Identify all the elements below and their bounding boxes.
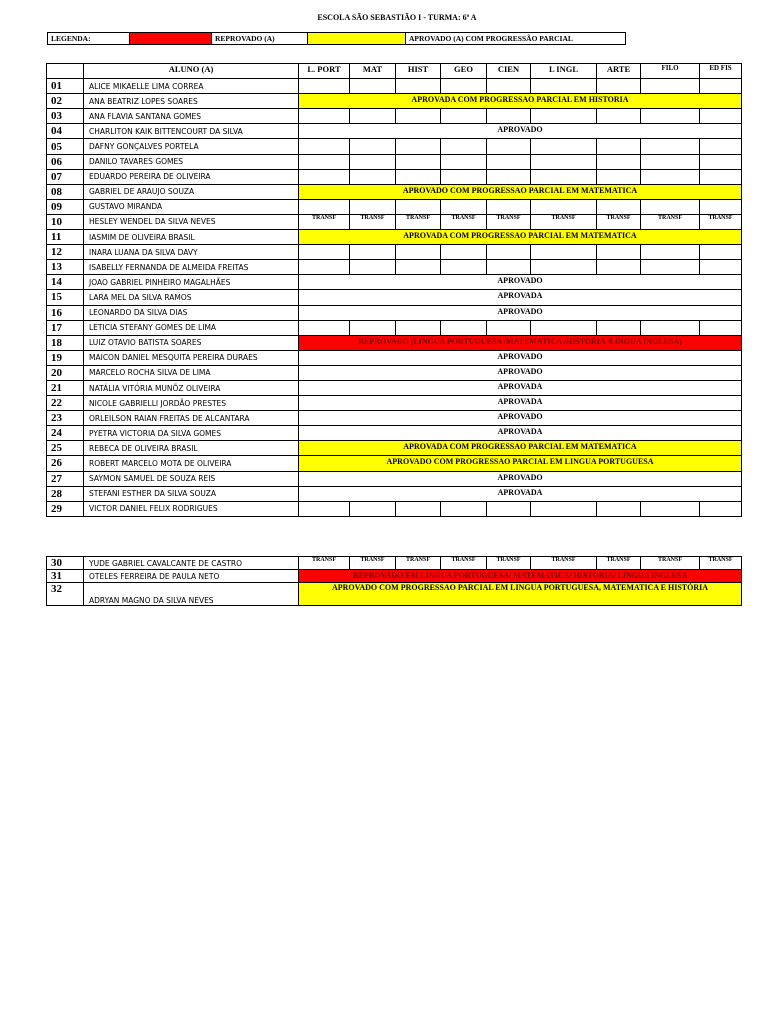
- transf-cell: TRANSF: [350, 214, 396, 229]
- grade-cell: [350, 109, 396, 124]
- student-number: 12: [47, 245, 84, 260]
- table-row: [47, 139, 742, 154]
- table-row: [47, 320, 742, 335]
- grade-cell: [597, 199, 641, 214]
- status-cell: REPROVADO (LINGUA PORTUGUESA /MATEMATICA /HISTORIA /LINGUA INGLESA): [299, 335, 742, 350]
- header-number-cell: [47, 64, 84, 79]
- student-number: 27: [47, 471, 84, 486]
- student-number: 31: [47, 570, 84, 583]
- grade-cell: [531, 169, 597, 184]
- grade-cell: [441, 79, 487, 94]
- status-cell: APROVADO: [299, 411, 742, 426]
- grade-cell: [396, 501, 441, 516]
- grade-cell: [441, 169, 487, 184]
- transf-cell: TRANSF: [487, 214, 531, 229]
- status-cell: APROVADO: [299, 365, 742, 380]
- table-row: [47, 124, 742, 139]
- student-number: 02: [47, 94, 84, 109]
- student-name: ANA FLAVIA SANTANA GOMES: [84, 109, 299, 124]
- grade-cell: [396, 260, 441, 275]
- legend-red-swatch: [130, 33, 212, 45]
- table-row: [47, 570, 742, 583]
- grade-cell: [531, 320, 597, 335]
- grade-cell: [531, 139, 597, 154]
- grade-cell: [299, 169, 350, 184]
- student-number: 10: [47, 214, 84, 229]
- header-subject: FILO: [641, 64, 700, 79]
- grade-cell: [299, 199, 350, 214]
- student-name: LETICIA STEFANY GOMES DE LIMA: [84, 320, 299, 335]
- grade-cell: [487, 320, 531, 335]
- student-name: ROBERT MARCELO MOTA DE OLIVEIRA: [84, 456, 299, 471]
- table-row: [47, 184, 742, 199]
- student-number: 19: [47, 350, 84, 365]
- grade-cell: [700, 501, 742, 516]
- grade-cell: [487, 79, 531, 94]
- grades-table-extra: [46, 556, 742, 606]
- grade-cell: [487, 169, 531, 184]
- grade-cell: [299, 139, 350, 154]
- student-name: REBECA DE OLIVEIRA BRASIL: [84, 441, 299, 456]
- grade-cell: [299, 501, 350, 516]
- student-name: LUIZ OTAVIO BATISTA SOARES: [84, 335, 299, 350]
- grade-cell: [350, 139, 396, 154]
- grade-cell: [441, 199, 487, 214]
- grade-cell: [597, 109, 641, 124]
- table-row: [47, 275, 742, 290]
- student-number: 16: [47, 305, 84, 320]
- grade-cell: [350, 199, 396, 214]
- status-cell: REPROVADO EM LINGUA PORTUGUESA/ MATEMATICA/ HISTORIA/ LINGUA INGLESA: [299, 570, 742, 583]
- student-number: 32: [47, 583, 84, 606]
- student-name: ORLEILSON RAIAN FREITAS DE ALCANTARA: [84, 411, 299, 426]
- grade-cell: [700, 109, 742, 124]
- grade-cell: [531, 260, 597, 275]
- grade-cell: [350, 245, 396, 260]
- grade-cell: [641, 320, 700, 335]
- header-subject: ARTE: [597, 64, 641, 79]
- grade-cell: [487, 245, 531, 260]
- transf-cell: TRANSF: [700, 214, 742, 229]
- header-subject: CIEN: [487, 64, 531, 79]
- table-row: [47, 486, 742, 501]
- grade-cell: [700, 260, 742, 275]
- grade-cell: [396, 139, 441, 154]
- table-header-row: [47, 64, 742, 79]
- table-row: [47, 557, 742, 570]
- student-name: JOAO GABRIEL PINHEIRO MAGALHÃES: [84, 275, 299, 290]
- header-subject: GEO: [441, 64, 487, 79]
- table-row: [47, 456, 742, 471]
- status-cell: APROVADA: [299, 396, 742, 411]
- grade-cell: [641, 501, 700, 516]
- grade-cell: [531, 199, 597, 214]
- status-cell: APROVADA: [299, 290, 742, 305]
- table-row: [47, 583, 742, 606]
- student-name: VICTOR DANIEL FELIX RODRIGUES: [84, 501, 299, 516]
- table-row: [47, 79, 742, 94]
- grade-cell: [700, 154, 742, 169]
- student-name: MARCELO ROCHA SILVA DE LIMA: [84, 365, 299, 380]
- grade-cell: [597, 154, 641, 169]
- student-number: 29: [47, 501, 84, 516]
- student-number: 04: [47, 124, 84, 139]
- grade-cell: [350, 260, 396, 275]
- status-cell: APROVADO: [299, 275, 742, 290]
- grade-cell: [441, 245, 487, 260]
- transf-cell: TRANSF: [350, 557, 396, 570]
- grade-cell: [641, 245, 700, 260]
- grade-cell: [441, 139, 487, 154]
- student-name: DAFNY GONÇALVES PORTELA: [84, 139, 299, 154]
- grade-cell: [700, 245, 742, 260]
- status-cell: APROVADO: [299, 124, 742, 139]
- student-name: GUSTAVO MIRANDA: [84, 199, 299, 214]
- student-name: YUDE GABRIEL CAVALCANTE DE CASTRO: [84, 557, 299, 570]
- grade-cell: [299, 320, 350, 335]
- student-number: 07: [47, 169, 84, 184]
- transf-cell: TRANSF: [531, 557, 597, 570]
- grade-cell: [641, 79, 700, 94]
- table-row: [47, 290, 742, 305]
- grade-cell: [641, 154, 700, 169]
- table-row: [47, 199, 742, 214]
- table-row: [47, 441, 742, 456]
- status-cell: APROVADO: [299, 471, 742, 486]
- grade-cell: [350, 79, 396, 94]
- grade-cell: [641, 169, 700, 184]
- header-subject: MAT: [350, 64, 396, 79]
- grade-cell: [700, 320, 742, 335]
- grade-cell: [350, 501, 396, 516]
- student-number: 15: [47, 290, 84, 305]
- grade-cell: [396, 154, 441, 169]
- student-name: MAICON DANIEL MESQUITA PEREIRA DURAES: [84, 350, 299, 365]
- student-number: 25: [47, 441, 84, 456]
- student-name: ADRYAN MAGNO DA SILVA NEVES: [84, 583, 299, 606]
- transf-cell: TRANSF: [441, 214, 487, 229]
- transf-cell: TRANSF: [396, 214, 441, 229]
- student-name: NATÁLIA VITÓRIA MUNÕZ OLIVEIRA: [84, 380, 299, 395]
- student-number: 14: [47, 275, 84, 290]
- transf-cell: TRANSF: [487, 557, 531, 570]
- grade-cell: [487, 139, 531, 154]
- student-number: 03: [47, 109, 84, 124]
- student-name: PYETRA VICTORIA DA SILVA GOMES: [84, 426, 299, 441]
- table-row: [47, 260, 742, 275]
- grade-cell: [597, 79, 641, 94]
- student-name: CHARLITON KAIK BITTENCOURT DA SILVA: [84, 124, 299, 139]
- student-number: 21: [47, 380, 84, 395]
- grade-cell: [396, 169, 441, 184]
- student-number: 11: [47, 230, 84, 245]
- student-number: 24: [47, 426, 84, 441]
- student-name: IASMIM DE OLIVEIRA BRASIL: [84, 230, 299, 245]
- table-row: [47, 365, 742, 380]
- student-number: 30: [47, 557, 84, 570]
- student-name: EDUARDO PEREIRA DE OLIVEIRA: [84, 169, 299, 184]
- student-number: 09: [47, 199, 84, 214]
- grade-cell: [299, 79, 350, 94]
- table-row: [47, 214, 742, 229]
- status-cell: APROVADA: [299, 426, 742, 441]
- student-name: ALICE MIKAELLE LIMA CORREA: [84, 79, 299, 94]
- legend-label: LEGENDA:: [48, 33, 130, 45]
- table-row: [47, 245, 742, 260]
- grade-cell: [487, 260, 531, 275]
- grade-cell: [597, 245, 641, 260]
- header-subject: L. PORT: [299, 64, 350, 79]
- transf-cell: TRANSF: [531, 214, 597, 229]
- status-cell: APROVADO: [299, 350, 742, 365]
- grade-cell: [597, 320, 641, 335]
- grade-cell: [299, 245, 350, 260]
- student-name: HESLEY WENDEL DA SILVA NEVES: [84, 214, 299, 229]
- transf-cell: TRANSF: [396, 557, 441, 570]
- grade-cell: [441, 154, 487, 169]
- student-name: GABRIEL DE ARAUJO SOUZA: [84, 184, 299, 199]
- table-row: [47, 109, 742, 124]
- grade-cell: [597, 169, 641, 184]
- student-name: ISABELLY FERNANDA DE ALMEIDA FREITAS: [84, 260, 299, 275]
- grade-cell: [441, 501, 487, 516]
- table-row: [47, 350, 742, 365]
- grade-cell: [531, 245, 597, 260]
- grade-cell: [396, 109, 441, 124]
- grade-cell: [396, 199, 441, 214]
- grade-cell: [487, 154, 531, 169]
- student-number: 08: [47, 184, 84, 199]
- student-number: 13: [47, 260, 84, 275]
- student-name: OTELES FERREIRA DE PAULA NETO: [84, 570, 299, 583]
- table-row: [47, 230, 742, 245]
- grade-cell: [641, 199, 700, 214]
- table-row: [47, 154, 742, 169]
- header-subject: L INGL: [531, 64, 597, 79]
- grade-cell: [597, 260, 641, 275]
- grade-cell: [487, 199, 531, 214]
- status-cell: APROVADA: [299, 380, 742, 395]
- student-number: 20: [47, 365, 84, 380]
- grade-cell: [531, 109, 597, 124]
- grade-cell: [700, 169, 742, 184]
- grade-cell: [396, 79, 441, 94]
- table-row: [47, 411, 742, 426]
- student-number: 23: [47, 411, 84, 426]
- table-row: [47, 380, 742, 395]
- grade-cell: [597, 139, 641, 154]
- table-row: [47, 426, 742, 441]
- legend-aprovado-parcial-label: APROVADO (A) COM PROGRESSÃO PARCIAL: [406, 33, 626, 45]
- grade-cell: [531, 154, 597, 169]
- grade-cell: [441, 109, 487, 124]
- header-aluno: ALUNO (A): [84, 64, 299, 79]
- table-row: [47, 305, 742, 320]
- status-cell: APROVADA COM PROGRESSAO PARCIAL EM MATEMATICA: [299, 230, 742, 245]
- grade-cell: [700, 79, 742, 94]
- transf-cell: TRANSF: [641, 557, 700, 570]
- transf-cell: TRANSF: [597, 214, 641, 229]
- table-row: [47, 94, 742, 109]
- status-cell: APROVADO COM PROGRESSAO PARCIAL EM LINGUA PORTUGUESA: [299, 456, 742, 471]
- grade-cell: [487, 501, 531, 516]
- student-name: ANA BEATRIZ LOPES SOARES: [84, 94, 299, 109]
- student-name: LARA MEL DA SILVA RAMOS: [84, 290, 299, 305]
- grade-cell: [396, 245, 441, 260]
- grade-cell: [396, 320, 441, 335]
- legend-reprovado-label: REPROVADO (A): [212, 33, 308, 45]
- status-cell: APROVADO: [299, 305, 742, 320]
- grade-cell: [299, 154, 350, 169]
- header-subject: ED FIS: [700, 64, 742, 79]
- transf-cell: TRANSF: [597, 557, 641, 570]
- table-row: [47, 335, 742, 350]
- legend-yellow-swatch: [308, 33, 406, 45]
- grades-table: [46, 63, 742, 517]
- student-number: 06: [47, 154, 84, 169]
- transf-cell: TRANSF: [441, 557, 487, 570]
- student-number: 22: [47, 396, 84, 411]
- student-name: INARA LUANA DA SILVA DAVY: [84, 245, 299, 260]
- student-name: LEONARDO DA SILVA DIAS: [84, 305, 299, 320]
- page-title: ESCOLA SÃO SEBASTIÃO I - TURMA: 6º A: [317, 13, 477, 22]
- status-cell: APROVADA COM PROGRESSAO PARCIAL EM MATEMATICA: [299, 441, 742, 456]
- student-name: DANILO TAVARES GOMES: [84, 154, 299, 169]
- grade-cell: [641, 109, 700, 124]
- grade-cell: [700, 199, 742, 214]
- student-name: SAYMON SAMUEL DE SOUZA REIS: [84, 471, 299, 486]
- legend-table: [47, 32, 626, 45]
- student-number: 18: [47, 335, 84, 350]
- grade-cell: [641, 139, 700, 154]
- table-row: [47, 396, 742, 411]
- grade-cell: [350, 154, 396, 169]
- grade-cell: [299, 109, 350, 124]
- grade-cell: [441, 320, 487, 335]
- status-cell: APROVADO COM PROGRESSAO PARCIAL EM LINGUA PORTUGUESA, MATEMATICA E HISTÓRIA: [299, 583, 742, 606]
- student-number: 05: [47, 139, 84, 154]
- grade-cell: [299, 260, 350, 275]
- status-cell: APROVADA: [299, 486, 742, 501]
- grade-cell: [487, 109, 531, 124]
- table-row: [47, 169, 742, 184]
- student-name: NICOLE GABRIELLI JORDÃO PRESTES: [84, 396, 299, 411]
- transf-cell: TRANSF: [641, 214, 700, 229]
- student-number: 28: [47, 486, 84, 501]
- grade-cell: [700, 139, 742, 154]
- transf-cell: TRANSF: [299, 557, 350, 570]
- table-row: [47, 501, 742, 516]
- header-subject: HIST: [396, 64, 441, 79]
- table-row: [47, 471, 742, 486]
- grade-cell: [350, 169, 396, 184]
- student-number: 26: [47, 456, 84, 471]
- transf-cell: TRANSF: [700, 557, 742, 570]
- grade-cell: [597, 501, 641, 516]
- grade-cell: [641, 260, 700, 275]
- status-cell: APROVADO COM PROGRESSAO PARCIAL EM MATEMATICA: [299, 184, 742, 199]
- grade-cell: [531, 501, 597, 516]
- student-number: 17: [47, 320, 84, 335]
- status-cell: APROVADA COM PROGRESSAO PARCIAL EM HISTORIA: [299, 94, 742, 109]
- grade-cell: [441, 260, 487, 275]
- grade-cell: [531, 79, 597, 94]
- transf-cell: TRANSF: [299, 214, 350, 229]
- student-number: 01: [47, 79, 84, 94]
- grade-cell: [350, 320, 396, 335]
- student-name: STEFANI ESTHER DA SILVA SOUZA: [84, 486, 299, 501]
